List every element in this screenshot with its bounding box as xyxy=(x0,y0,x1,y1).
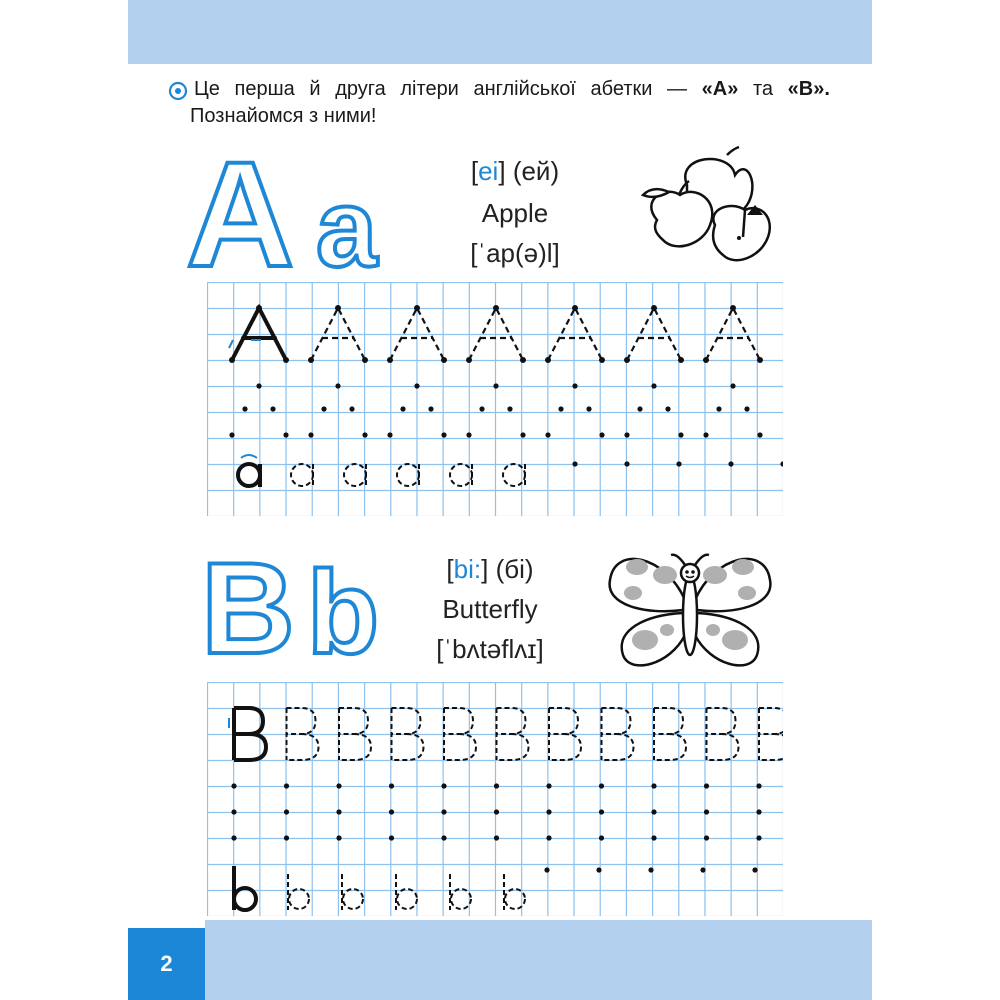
page-number: 2 xyxy=(128,928,205,1000)
tracing-grid-a xyxy=(207,282,783,516)
intro-line-2: Познайомся з ними! xyxy=(190,105,377,127)
intro-line-1 xyxy=(170,76,830,103)
tracing-grid-b xyxy=(207,682,783,916)
big-letter-B: B xyxy=(201,545,295,665)
apples-illustration xyxy=(635,145,780,270)
intro-word: друга xyxy=(335,78,386,100)
intro-word: англійської xyxy=(473,78,576,100)
header-band xyxy=(128,0,872,64)
grid-lines xyxy=(207,682,783,916)
big-letter-a: a xyxy=(316,167,378,280)
word-apple-transcription: [ˈap(ə)l] xyxy=(470,238,560,268)
intro-word: й xyxy=(309,78,321,100)
big-letter-A: A xyxy=(186,150,295,280)
letter-a-outline xyxy=(180,150,420,280)
intro-text xyxy=(170,76,830,130)
intro-word: «A» xyxy=(701,78,739,100)
sound-bi: bi: xyxy=(453,554,482,584)
intro-word: літери xyxy=(400,78,459,100)
target-icon xyxy=(168,81,188,101)
ukrainian-reading-a: (ей) xyxy=(512,156,560,186)
word-butterfly-transcription: [ˈbʌtəflʌɪ] xyxy=(436,634,544,664)
transcription-b: [bi:] (бі) xyxy=(446,554,534,584)
intro-word: Це xyxy=(194,78,220,100)
big-letter-b: b xyxy=(307,547,380,665)
intro-word: перша xyxy=(234,78,295,100)
intro-word: «B». xyxy=(787,78,830,100)
traced-letter-a-row xyxy=(238,455,783,487)
footer-band xyxy=(205,920,872,1000)
word-apple: Apple xyxy=(481,198,549,228)
letter-b-outline xyxy=(195,545,395,665)
intro-word: абетки xyxy=(590,78,653,100)
intro-word: — xyxy=(667,78,688,100)
ukrainian-reading-b: (бі) xyxy=(495,554,534,584)
intro-word: та xyxy=(752,78,774,100)
word-butterfly: Butterfly xyxy=(442,594,538,624)
sound-ei: ei xyxy=(478,156,499,186)
transcription-a: [ei] (ей) xyxy=(470,156,560,186)
butterfly-illustration xyxy=(605,545,775,675)
